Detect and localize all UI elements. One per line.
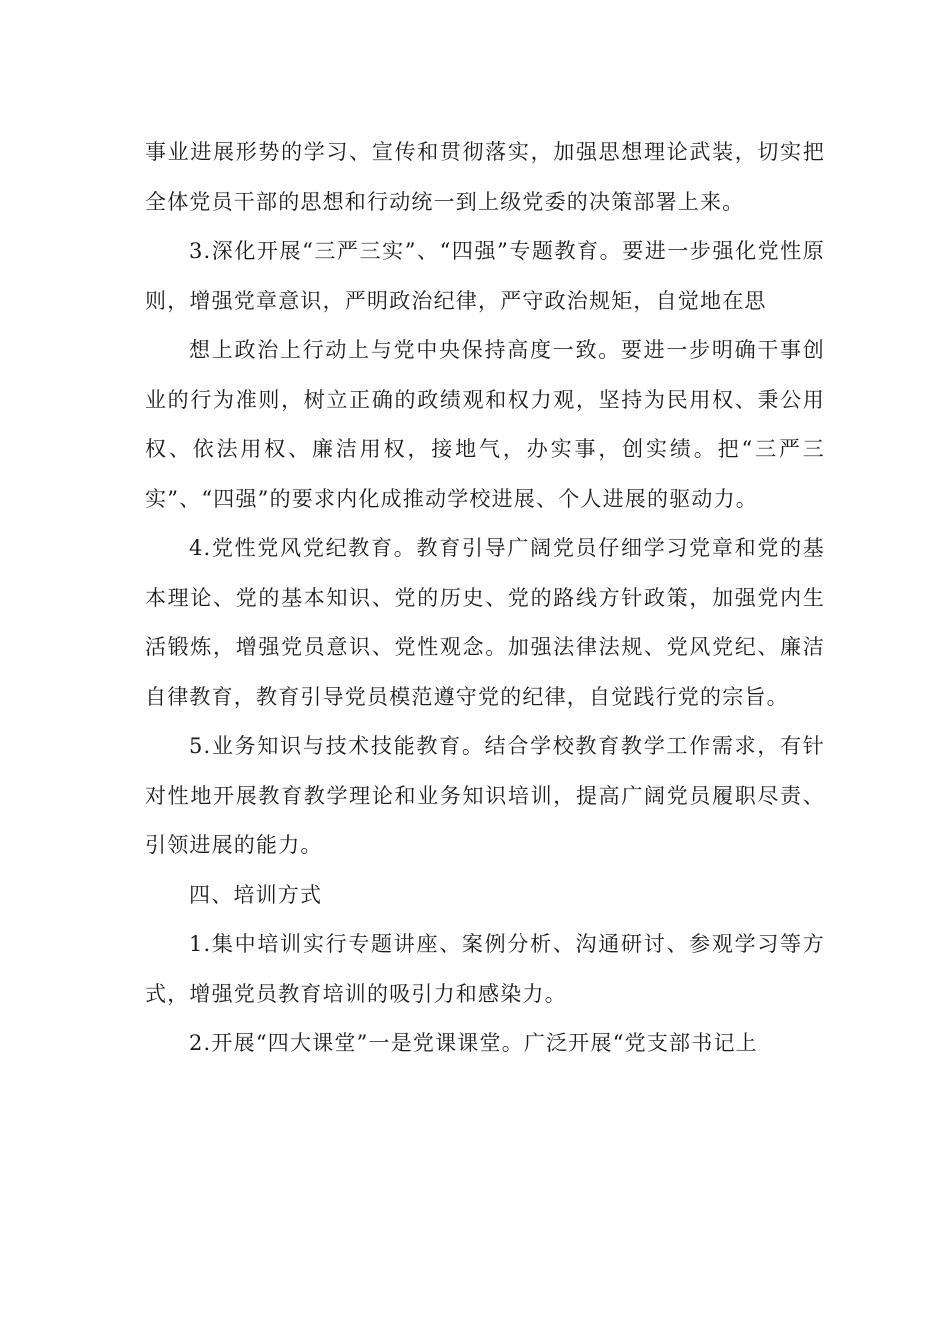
- paragraph-item-5: 5.业务知识与技术技能教育。结合学校教育教学工作需求，有针对性地开展教育教学理论和业务知识培训，提高广阔党员履职尽责、引领进展的能力。: [145, 734, 825, 857]
- paragraph-item-3-continued: 想上政治上行动上与党中央保持高度一致。要进一步明确干事创业的行为准则，树立正确的政绩观和权力观，坚持为民用权、秉公用权、依法用权、廉洁用权，接地气，办实事，创实绩。把“三严三实”、“四强”的要求内化成推动学校进展、个人进展的驱动力。: [145, 338, 825, 511]
- paragraph-study-continuation: 事业进展形势的学习、宣传和贯彻落实，加强思想理论武装，切实把全体党员干部的思想和行动统一到上级党委的决策部署上来。: [145, 140, 825, 214]
- section-heading-training-methods: 四、培训方式: [189, 882, 323, 907]
- document-page: [145, 128, 825, 1069]
- paragraph-item-4: 4.党性党风党纪教育。教育引导广阔党员仔细学习党章和党的基本理论、党的基本知识、党的历史、党的路线方针政策，加强党内生活锻炼，增强党员意识、党性观念。加强法律法规、党风党纪、廉洁自律教育，教育引导党员模范遵守党的纪律，自觉践行党的宗旨。: [145, 536, 825, 709]
- paragraph-item-3: 3.深化开展“三严三实”、“四强”专题教育。要进一步强化党性原则，增强党章意识，严明政治纪律，严守政治规矩，自觉地在思: [145, 239, 825, 313]
- paragraph-method-1: 1.集中培训实行专题讲座、案例分析、沟通研讨、参观学习等方式，增强党员教育培训的吸引力和感染力。: [145, 932, 825, 1006]
- paragraph-method-2: 2.开展“四大课堂”一是党课课堂。广泛开展“党支部书记上: [189, 1031, 758, 1055]
